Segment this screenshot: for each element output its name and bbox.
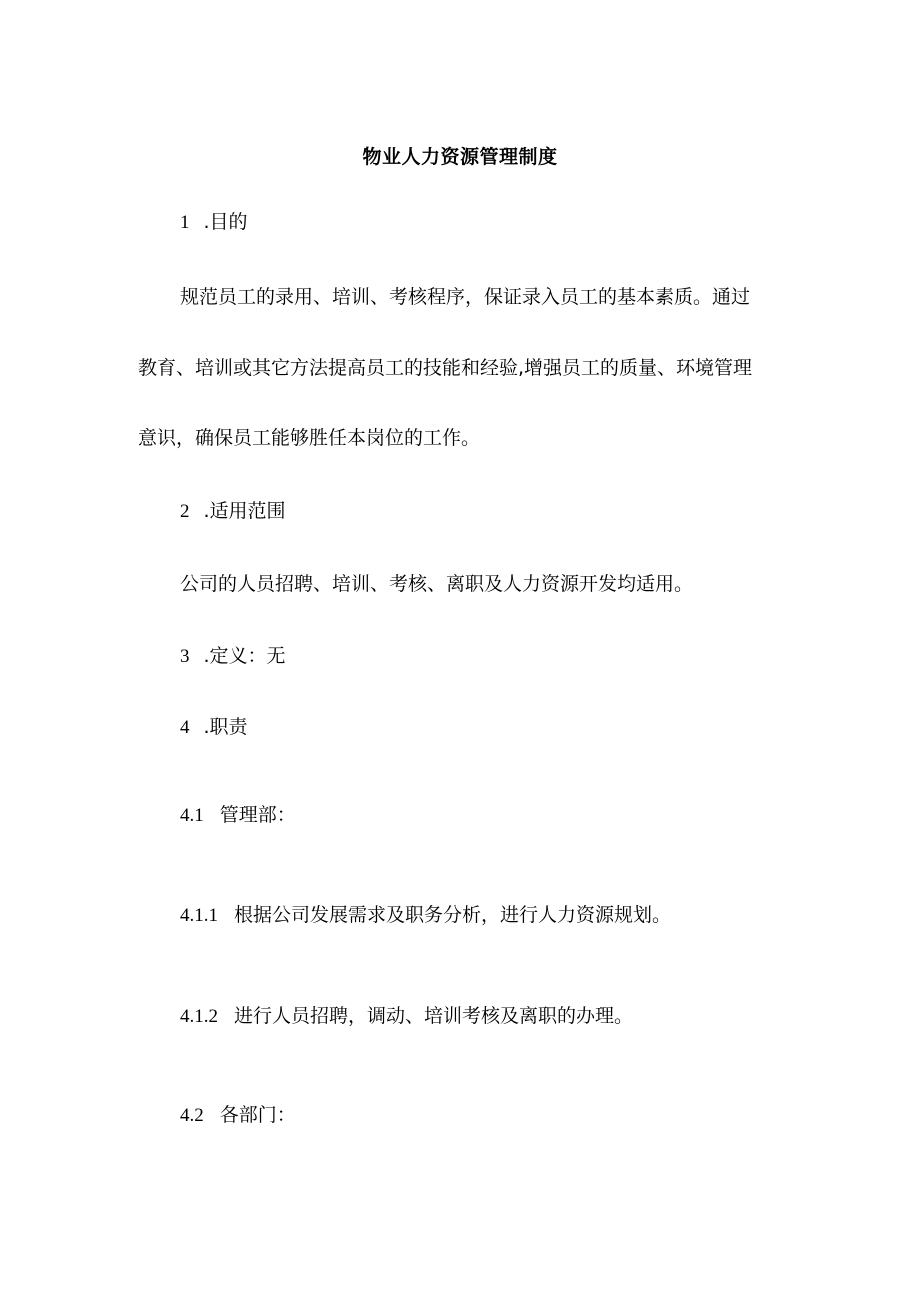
section-4-heading [180, 713, 248, 742]
section-label: .职责 [203, 716, 248, 738]
section-label: 进行人员招聘，调动、培训考核及离职的办理。 [234, 1005, 634, 1027]
section-label: .目的 [203, 211, 248, 233]
section-number: 3 [180, 646, 190, 667]
section-number: 2 [180, 501, 190, 522]
section-4-1-heading [180, 801, 296, 830]
section-1-heading [180, 208, 248, 237]
section-label: 各部门： [219, 1104, 296, 1126]
purpose-paragraph-line-2: 教育、培训或其它方法提高员工的技能和经验,增强员工的质量、环境管理 [138, 357, 753, 379]
section-label: .定义：无 [203, 645, 286, 667]
section-4-2-heading [180, 1101, 296, 1130]
section-number: 1 [180, 212, 190, 233]
section-4-1-2-item [180, 1002, 633, 1031]
document-title: 物业人力资源管理制度 [362, 146, 558, 168]
section-label: 根据公司发展需求及职务分析，进行人力资源规划。 [234, 904, 672, 926]
section-number: 4.1 [180, 805, 204, 826]
section-number: 4 [180, 717, 190, 738]
section-2-heading [180, 497, 286, 526]
section-label: 管理部： [219, 804, 296, 826]
section-label: .适用范围 [203, 500, 286, 522]
section-number: 4.1.2 [180, 1006, 218, 1027]
purpose-paragraph-line-3: 意识，确保员工能够胜任本岗位的工作。 [138, 427, 481, 449]
purpose-paragraph-line-1: 规范员工的录用、培训、考核程序，保证录入员工的基本素质。通过 [180, 286, 751, 308]
section-3-heading [180, 642, 286, 671]
section-number: 4.2 [180, 1105, 204, 1126]
section-4-1-1-item [180, 901, 671, 930]
section-number: 4.1.1 [180, 905, 218, 926]
scope-paragraph: 公司的人员招聘、培训、考核、离职及人力资源开发均适用。 [180, 573, 694, 595]
